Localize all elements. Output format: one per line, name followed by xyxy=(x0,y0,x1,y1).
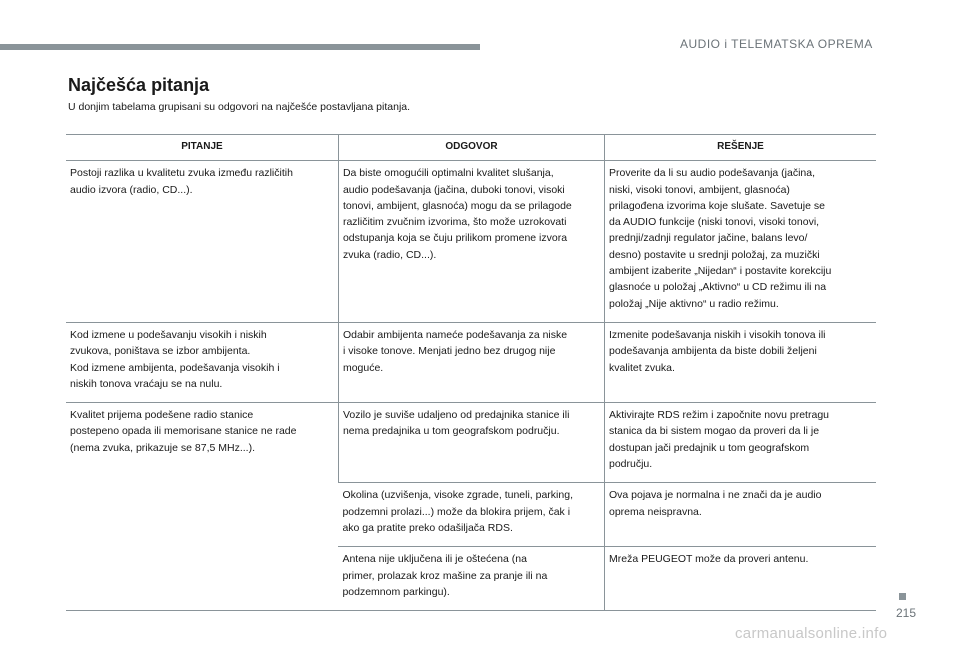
table-header-row xyxy=(66,135,876,161)
faq-table xyxy=(66,134,876,611)
watermark: carmanualsonline.info xyxy=(735,625,888,642)
column-header-question: PITANJE xyxy=(66,135,338,161)
column-header-solution: REŠENJE xyxy=(604,135,876,161)
section-title: AUDIO i TELEMATSKA OPREMA xyxy=(680,37,873,51)
answer-cell: Okolina (uzvišenja, visoke zgrade, tuneli, parking, podzemni prolazi...) može da blokira prijem, čak i ako ga pratite preko odašiljača RDS. xyxy=(338,483,604,547)
column-header-answer: ODGOVOR xyxy=(338,135,604,161)
solution-cell: Izmenite podešavanja niskih i visokih tonova ili podešavanja ambijenta da biste dobili željeni kvalitet zvuka. xyxy=(604,322,876,402)
solution-cell: Mreža PEUGEOT može da proveri antenu. xyxy=(604,547,876,611)
table-row xyxy=(66,322,876,402)
question-cell: Kvalitet prijema podešene radio stanice postepeno opada ili memorisane stanice ne rade (nema zvuka, prikazuje se 87,5 MHz...). xyxy=(66,403,338,611)
question-cell: Postoji razlika u kvalitetu zvuka između različitih audio izvora (radio, CD...). xyxy=(66,161,338,323)
page-marker-square xyxy=(899,593,906,600)
question-cell: Kod izmene u podešavanju visokih i niskih zvukova, poništava se izbor ambijenta. Kod izmene ambijenta, podešavanja visokih i niskih tonova vraćaju se na nulu. xyxy=(66,322,338,402)
page-number: 215 xyxy=(896,606,917,620)
answer-cell: Antena nije uključena ili je oštećena (na primer, prolazak kroz mašine za pranje ili na podzemnom parkingu). xyxy=(338,547,604,611)
table-row xyxy=(66,403,876,483)
answer-cell: Da biste omogućili optimalni kvalitet slušanja, audio podešavanja (jačina, duboki tonovi, visoki tonovi, ambijent, glasnoća) mogu da se prilagode različitim zvučnim izvorima, što može uzrokovati odstupanja koja se čuju prilikom promene izvora zvuka (radio, CD...). xyxy=(338,161,604,323)
answer-cell: Vozilo je suviše udaljeno od predajnika stanice ili nema predajnika u tom geografskom području. xyxy=(338,403,604,483)
solution-cell: Proverite da li su audio podešavanja (jačina, niski, visoki tonovi, ambijent, glasnoća) prilagođena izvorima koje slušate. Savetuje se da AUDIO funkcije (niski tonovi, visoki tonovi, prednji/zadnji regulator jačine, balans levo/ desno) postavite u srednji položaj, za muzički ambijent izaberite „Nijedan“ i postavite korekciju glasnoće u položaj „Aktivno“ u CD režimu ili na položaj „Nije aktivno“ u radio režimu. xyxy=(604,161,876,323)
intro-text: U donjim tabelama grupisani su odgovori na najčešće postavljana pitanja. xyxy=(68,101,411,113)
solution-cell: Aktivirajte RDS režim i započnite novu pretragu stanica da bi sistem mogao da proveri da li je dostupan jači predajnik u tom geografskom području. xyxy=(604,403,876,483)
page-heading: Najčešća pitanja xyxy=(68,75,210,95)
table-row xyxy=(66,161,876,323)
header-accent-bar xyxy=(0,44,480,50)
answer-cell: Odabir ambijenta nameće podešavanja za niske i visoke tonove. Menjati jedno bez drugog nije moguće. xyxy=(338,322,604,402)
solution-cell: Ova pojava je normalna i ne znači da je audio oprema neispravna. xyxy=(604,483,876,547)
